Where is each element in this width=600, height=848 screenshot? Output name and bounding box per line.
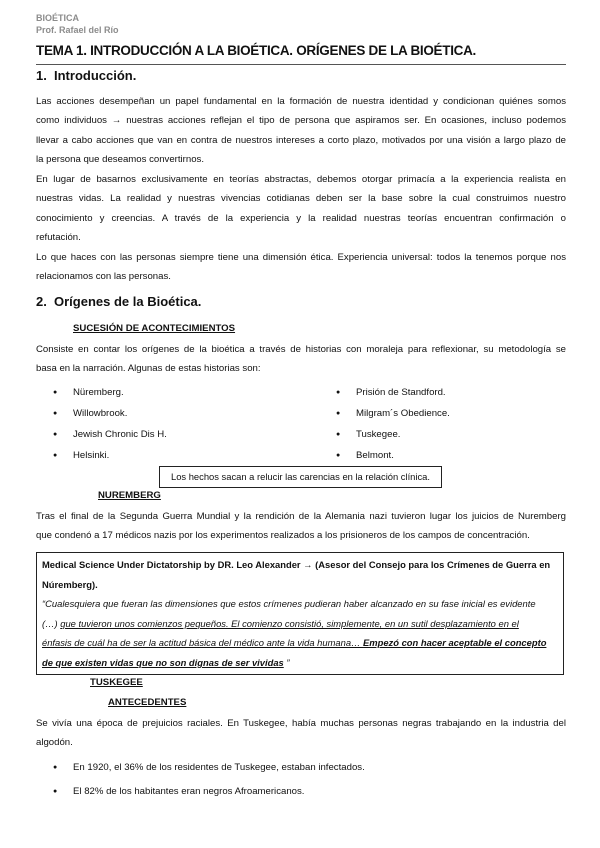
list-item: ● Nüremberg. [53, 382, 167, 403]
quote-fragment: (…) [42, 617, 61, 629]
text-line: nuestras vidas. La realidad y nuestras vivencias cotidianas deben ser la base sobre la cual construimos nuestro [36, 193, 566, 205]
quote-underlined-fragment: énfasis de cuál ha de ser la actitud básica del médico ante la vida humana… [42, 637, 364, 649]
quote-line [42, 614, 560, 634]
section-2-number: 2. [36, 294, 47, 309]
quote-source-title: Medical Science Under Dictatorship by DR. Leo Alexander [42, 559, 301, 570]
list-item: ● Tuskegee. [336, 424, 450, 445]
subheading-tuskegee: TUSKEGEE [90, 677, 143, 688]
text-line: la persona que deseamos convertirnos. [36, 154, 204, 166]
text-line: Las acciones desempeñan un papel fundamental en la formación de nuestra identidad y condicionan quiénes somos [36, 96, 566, 107]
text-line: Consiste en contar los orígenes de la bioética a través de historias con moraleja para reflexionar, su metodología se [36, 344, 566, 355]
section-2-intro [36, 340, 566, 379]
section-2-heading [36, 294, 201, 309]
quote-source-note: → (Asesor del Consejo para los Crímenes de Guerra en [300, 559, 551, 570]
text-line: que condenó a 17 médicos nazis por los experimentos realizados a los prisioneros de los campos de concentración. [36, 530, 530, 542]
list-item: ● Belmont. [336, 445, 450, 466]
quote-bold-fragment: Empezó con hacer aceptable el concepto [363, 637, 547, 649]
list-item: ● Jewish Chronic Dis H. [53, 424, 167, 445]
text-line: Lo que haces con las personas siempre tiene una dimensión ética. Experiencia universal: todos la tenemos porque nos [36, 252, 566, 263]
quote-line [42, 633, 560, 653]
quote-underlined-fragment: que tuvieron unos comienzos pequeños. El comienzo consistió, simplemente, en un sutil desplazamiento en el [60, 617, 519, 629]
list-item: ● Helsinki. [53, 445, 167, 466]
quote-source [42, 555, 560, 575]
text-line: relacionamos con las personas. [36, 271, 171, 283]
section-1-heading [36, 68, 136, 83]
intro-paragraph-1 [36, 92, 566, 170]
quote-line: “Cualesquiera que fueran las dimensiones que estos crímenes pudieran haber alcanzado en su fase inicial es evidente [42, 598, 536, 610]
quote-closing: ” [283, 656, 290, 668]
text-line: Tras el final de la Segunda Guerra Mundial y la rendición de la Alemania nazi tuvieron lugar los juicios de Nuremberg [36, 511, 566, 522]
subheading-nuremberg: NUREMBERG [98, 490, 161, 501]
text-line: Se vivía una época de prejuicios raciales. En Tuskegee, había muchas personas negras trabajando en la industria del [36, 718, 566, 729]
text-line: basa en la narración. Algunas de estas historias son: [36, 363, 261, 375]
boxed-note: Los hechos sacan a relucir las carencias en la relación clínica. [159, 466, 442, 488]
quote-bold-fragment: de que existen vidas que no son dignas de ser vividas [42, 656, 284, 668]
header-subject: BIOÉTICA [36, 13, 80, 23]
text-line: conocimiento y creencias. A través de la experiencia y la realidad nuestras teorías encuentran confirmación o [36, 212, 566, 224]
text-line: refutación. [36, 232, 81, 244]
tuskegee-paragraph [36, 714, 566, 753]
list-item: ● El 82% de los habitantes eran negros Afroamericanos. [53, 780, 365, 804]
text-line: En lugar de basarnos exclusivamente en teorías abstractas, debemos otorgar primacía a la experiencia realista en [36, 174, 566, 185]
text-line: llevar a cabo acciones que van en contra de nuestros intereses a corto plazo, motivados por una visión a largo plazo de [36, 134, 566, 146]
list-item: ● Prisión de Standford. [336, 382, 450, 403]
quote-source-line-2: Núremberg). [42, 578, 98, 590]
header-professor: Prof. Rafael del Río [36, 25, 119, 35]
nuremberg-paragraph [36, 507, 566, 546]
history-list-left [53, 382, 167, 466]
quote-box [36, 552, 564, 675]
tuskegee-facts-list [53, 756, 365, 804]
quote-line [42, 653, 560, 673]
list-item: ● Willowbrook. [53, 403, 167, 424]
list-item: ● En 1920, el 36% de los residentes de Tuskegee, estaban infectados. [53, 756, 365, 780]
intro-paragraph-3 [36, 248, 566, 287]
document-title: TEMA 1. INTRODUCCIÓN A LA BIOÉTICA. ORÍGENES DE LA BIOÉTICA. [36, 43, 477, 58]
subheading-antecedentes: ANTECEDENTES [108, 697, 187, 708]
text-line: algodón. [36, 737, 73, 749]
section-1-title: Introducción. [54, 68, 137, 83]
list-item: ● Milgram´s Obedience. [336, 403, 450, 424]
intro-paragraph-2 [36, 170, 566, 248]
text-line: como individuos → nuestras acciones reflejan el tipo de persona que aspiramos ser. En ocasiones, incluso podemos [36, 115, 566, 127]
section-1-number: 1. [36, 68, 47, 83]
title-divider [36, 64, 566, 65]
history-list-right [336, 382, 450, 466]
subheading-sucesion: SUCESIÓN DE ACONTECIMIENTOS [73, 323, 236, 334]
section-2-title: Orígenes de la Bioética. [54, 294, 202, 309]
